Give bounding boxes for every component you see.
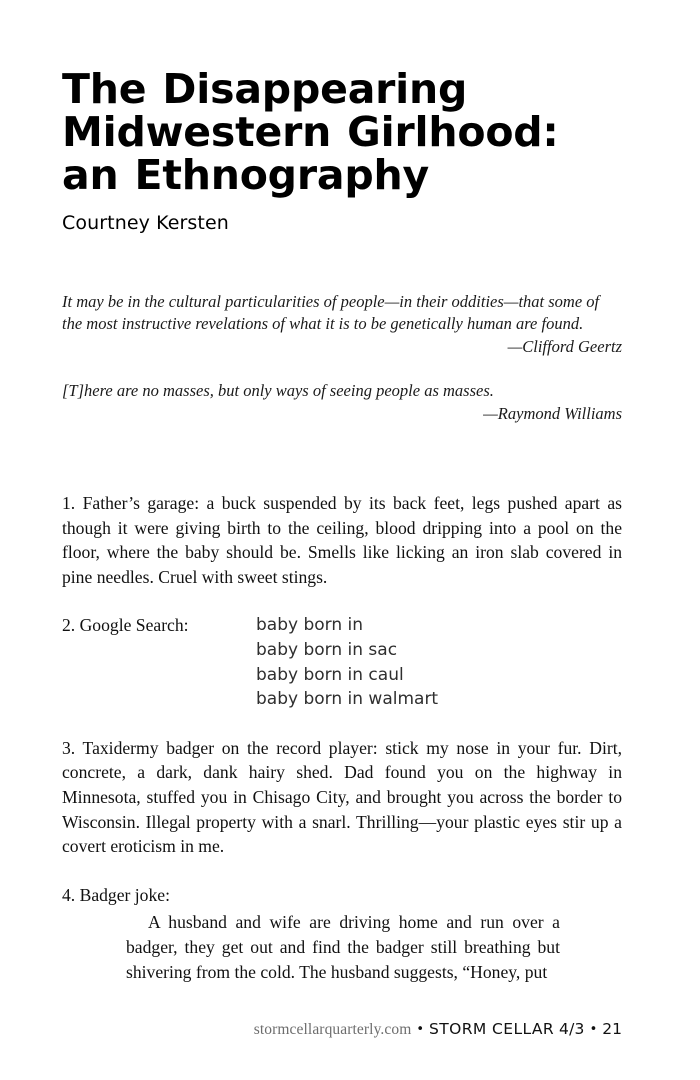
footer-website: stormcellarquarterly.com xyxy=(253,1021,412,1038)
title-line-1: The Disappearing xyxy=(62,65,468,113)
paragraph-section-4-label: 4. Badger joke: xyxy=(62,884,170,905)
epigraph-2-attribution: —Raymond Williams xyxy=(483,404,622,423)
google-search-label: 2. Google Search: xyxy=(62,615,189,636)
footer-separator-1: • xyxy=(416,1022,425,1037)
author-byline: Courtney Kersten xyxy=(62,212,229,234)
epigraph-1 xyxy=(62,291,622,358)
badger-joke-quote: A husband and wife are driving home and run over a badger, they get out and find the badger still breathing but shivering from the cold. The husband suggests, “Honey, put xyxy=(126,912,560,982)
epigraph-1-text: It may be in the cultural particularities of people—in their oddities—that some of the most instructive revelations of what it is to be genetically human are found. xyxy=(62,292,600,333)
epigraph-group xyxy=(62,235,622,425)
google-search-suggestions xyxy=(256,613,438,711)
google-search-entry xyxy=(62,613,622,711)
page-footer xyxy=(62,1020,622,1039)
search-suggestion-item: baby born in walmart xyxy=(256,689,439,710)
search-suggestion-item: baby born in sac xyxy=(256,639,398,660)
footer-magazine-name: STORM CELLAR xyxy=(429,1020,555,1038)
page-content xyxy=(62,0,622,984)
epigraph-2 xyxy=(62,380,622,425)
paragraph-section-3: 3. Taxidermy badger on the record player: stick my nose in your fur. Dirt, concrete, a dark, dank hairy shed. Dad found you on the highway in Minnesota, stuffed you in Chisago City, and brought you across the border to Wisconsin. Illegal property with a snarl. Thrilling—your plastic eyes stir up a covert eroticism in me. xyxy=(62,737,622,857)
title-line-2: Midwestern Girlhood: xyxy=(62,108,559,156)
footer-issue-number: 4/3 xyxy=(559,1020,585,1038)
paragraph-section-1: 1. Father’s garage: a buck suspended by its back feet, legs pushed apart as though it were giving birth to the ceiling, blood dripping into a pool on the floor, where the baby should be. Smells like licking an iron slab covered in pine needles. Cruel with sweet stings. xyxy=(62,493,622,587)
footer-page-number: 21 xyxy=(602,1020,622,1038)
page-title xyxy=(62,0,622,197)
epigraph-2-text: [T]here are no masses, but only ways of seeing people as masses. xyxy=(62,381,494,400)
epigraph-1-attribution: —Clifford Geertz xyxy=(507,337,622,356)
footer-separator-2: • xyxy=(589,1022,598,1037)
search-suggestion-item: baby born in xyxy=(256,615,364,636)
search-suggestion-item: baby born in caul xyxy=(256,664,404,685)
title-line-3: an Ethnography xyxy=(62,151,429,199)
article-body xyxy=(62,425,622,984)
